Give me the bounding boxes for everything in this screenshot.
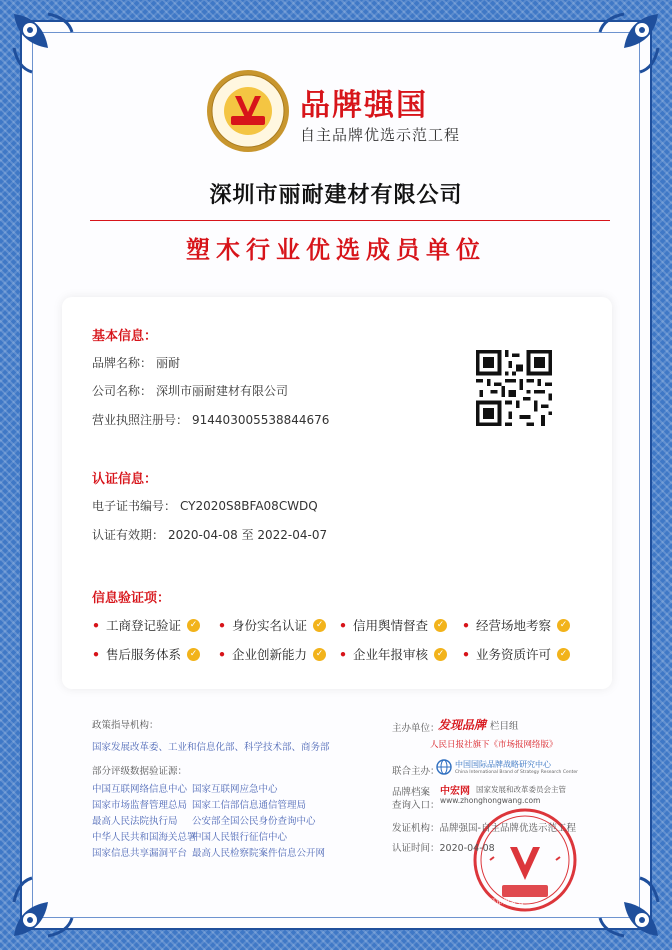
issuer-value: 品牌强国-自主品牌优选示范工程 <box>439 823 576 834</box>
check-icon: ✓ <box>313 648 326 661</box>
host-desc: 人民日报社旗下《市场报网络版》 <box>430 740 558 750</box>
archive-url[interactable]: www.zhonghongwang.com <box>440 796 541 805</box>
verify-item: • 工商登记验证 ✓ <box>92 616 200 634</box>
source-item: 最高人民检察院案件信息公开网 <box>192 848 326 859</box>
brand-name-value: 丽耐 <box>156 356 181 370</box>
verify-item: • 业务资质许可 ✓ <box>462 645 570 663</box>
source-item: 中国人民银行征信中心 <box>192 832 288 843</box>
issuer-label: 发证机构： <box>392 823 440 834</box>
corner-ornament-icon <box>8 872 78 942</box>
company-name-label: 公司名称： <box>92 384 153 398</box>
license-value: 914403005538844676 <box>192 413 330 427</box>
check-icon: ✓ <box>557 648 570 661</box>
check-icon: ✓ <box>557 619 570 632</box>
source-item: 国家互联网应急中心 <box>192 784 278 795</box>
sources-title: 部分评级数据验证源： <box>92 766 188 777</box>
source-item: 国家工信部信息通信管理局 <box>192 800 307 811</box>
source-item: 国家信息共享漏洞平台 <box>92 848 188 859</box>
cert-number-label: 电子证书编号： <box>92 499 177 513</box>
issuer-row <box>392 820 576 834</box>
verify-item-label: 经营场地考察 <box>476 618 552 633</box>
host-logo: 发现品牌 <box>438 718 487 732</box>
validity-label: 认证有效期： <box>92 528 165 542</box>
license-label: 营业执照注册号： <box>92 413 189 427</box>
check-icon: ✓ <box>187 648 200 661</box>
seal-bottom-text: 评审组委会 <box>489 898 524 906</box>
source-item: 中国互联网络信息中心 <box>92 784 188 795</box>
brand-logo-icon <box>205 68 291 154</box>
source-item: 国家市场监督管理总局 <box>92 800 188 811</box>
brand-name-label: 品牌名称： <box>92 356 153 370</box>
globe-icon <box>436 759 452 775</box>
verify-item-label: 身份实名认证 <box>232 618 308 633</box>
archive-sub: 国家发展和改革委员会主管 <box>476 785 566 794</box>
brand-title: 品牌强国 <box>300 88 428 123</box>
verify-item: • 经营场地考察 ✓ <box>462 616 570 634</box>
verify-item-label: 售后服务体系 <box>106 647 182 662</box>
issue-time-row <box>392 840 495 854</box>
cert-number-row <box>92 497 318 514</box>
company-name-value: 深圳市丽耐建材有限公司 <box>156 384 289 398</box>
validity-value: 2020-04-08 至 2022-04-07 <box>168 528 328 542</box>
co-host-label: 联合主办： <box>392 766 440 777</box>
co-host-org: 中国国际品牌战略研究中心 <box>455 760 551 769</box>
host-label: 主办单位： <box>392 723 440 734</box>
brand-subtitle: 自主品牌优选示范工程 <box>300 126 461 144</box>
archive-logo: 中宏网 <box>440 786 470 797</box>
source-item: 中华人民共和国海关总署 <box>92 832 197 843</box>
verify-item-label: 业务资质许可 <box>476 647 552 662</box>
certificate-company-name: 深圳市丽耐建材有限公司 <box>209 183 463 208</box>
verify-item-label: 工商登记验证 <box>106 618 182 633</box>
verify-item: • 信用舆情督查 ✓ <box>339 616 447 634</box>
verify-item-label: 企业年报审核 <box>353 647 429 662</box>
validity-row <box>92 526 327 543</box>
policy-orgs: 国家发展改革委、工业和信息化部、科学技术部、商务部 <box>92 742 330 753</box>
title-divider <box>90 220 610 221</box>
source-item: 公安部全国公民身份查询中心 <box>192 816 316 827</box>
cert-info-title: 认证信息： <box>92 472 158 487</box>
policy-title: 政策指导机构： <box>92 720 159 731</box>
check-icon: ✓ <box>434 619 447 632</box>
issue-time-value: 2020-04-08 <box>439 843 495 854</box>
qr-code-icon[interactable] <box>476 350 552 426</box>
verification-title: 信息验证项： <box>92 591 171 606</box>
issue-time-label: 认证时间： <box>392 843 440 854</box>
verify-item: • 企业年报审核 ✓ <box>339 645 447 663</box>
check-icon: ✓ <box>313 619 326 632</box>
verify-item: • 售后服务体系 ✓ <box>92 645 200 663</box>
check-icon: ✓ <box>187 619 200 632</box>
corner-ornament-icon <box>8 8 78 78</box>
certificate-member-title: 塑木行业优选成员单位 <box>186 236 486 264</box>
company-name-row <box>92 382 288 399</box>
verify-item-label: 企业创新能力 <box>232 647 308 662</box>
verify-item: • 企业创新能力 ✓ <box>218 645 326 663</box>
brand-name-row <box>92 354 180 371</box>
corner-ornament-icon <box>594 872 664 942</box>
archive-label-1: 品牌档案 <box>392 787 431 798</box>
co-host-org-en: China International Brand of Strategy Research Center <box>455 770 578 775</box>
corner-ornament-icon <box>594 8 664 78</box>
verify-item-label: 信用舆情督查 <box>353 618 429 633</box>
source-item: 最高人民法院执行局 <box>92 816 178 827</box>
cert-number-value: CY2020S8BFA08CWDQ <box>180 499 318 513</box>
check-icon: ✓ <box>434 648 447 661</box>
license-row <box>92 411 329 428</box>
archive-label-2: 查询入口： <box>392 800 440 811</box>
verify-item: • 身份实名认证 ✓ <box>218 616 326 634</box>
basic-info-title: 基本信息： <box>92 329 158 344</box>
host-column: 栏目组 <box>490 721 519 732</box>
